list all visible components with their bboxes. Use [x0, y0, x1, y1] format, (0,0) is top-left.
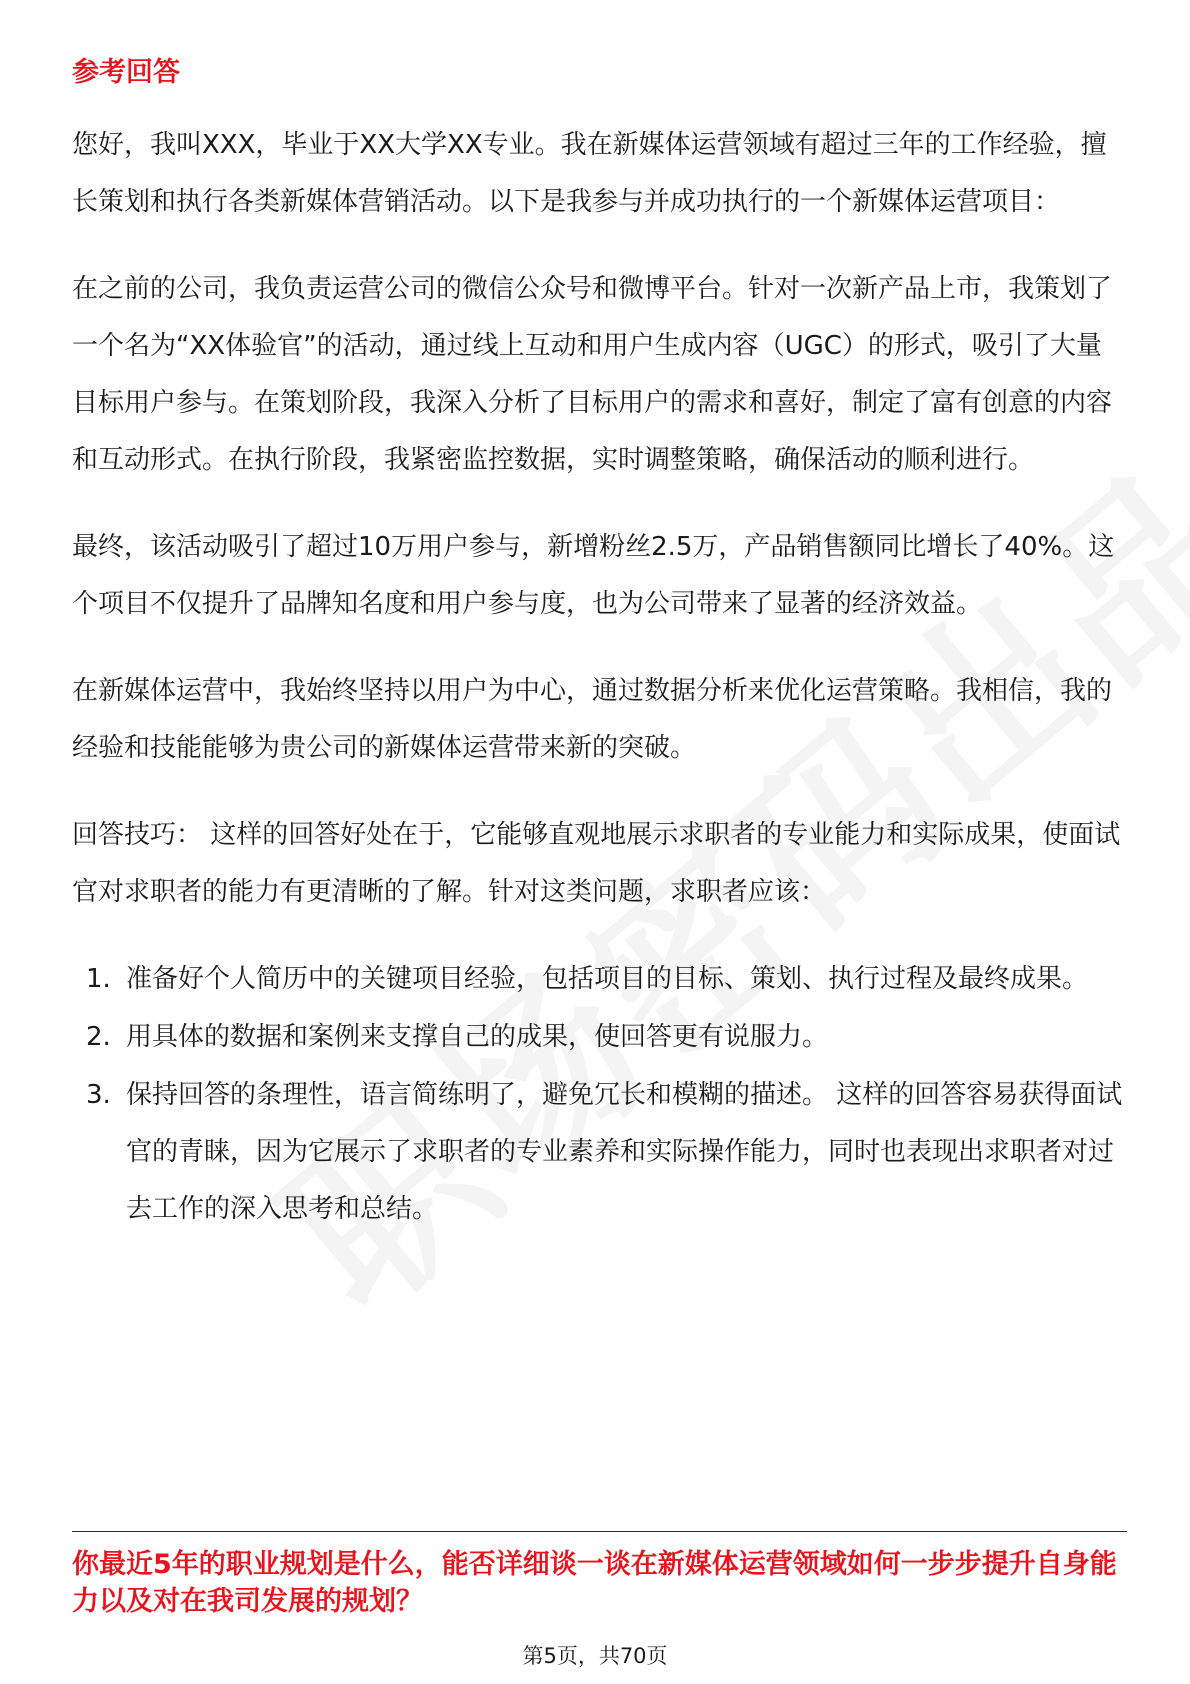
paragraph-project: 在之前的公司，我负责运营公司的微信公众号和微博平台。针对一次新产品上市，我策划了一个名为“XX体验官”的活动，通过线上互动和用户生成内容（UGC）的形式，吸引了大量目标用户参与。在策划阶段，我深入分析了目标用户的需求和喜好，制定了富有创意的内容和互动形式。在执行阶段，我紧密监控数据，实时调整策略，确保活动的顺利进行。	[72, 274, 1113, 475]
list-item	[72, 951, 1127, 1008]
paragraph-results: 最终，该活动吸引了超过10万用户参与，新增粉丝2.5万，产品销售额同比增长了40%。这个项目不仅提升了品牌知名度和用户参与度，也为公司带来了显著的经济效益。	[72, 532, 1115, 619]
paragraph-closing: 在新媒体运营中，我始终坚持以用户为中心，通过数据分析来优化运营策略。我相信，我的经验和技能能够为贵公司的新媒体运营带来新的突破。	[72, 676, 1113, 763]
list-item	[72, 1009, 1127, 1066]
section-heading: 参考回答	[72, 57, 180, 88]
list-item	[72, 1067, 1127, 1238]
section-divider	[72, 1531, 1127, 1532]
list-item-text: 保持回答的条理性，语言简练明了，避免冗长和模糊的描述。 这样的回答容易获得面试官的青睐，因为它展示了求职者的专业素养和实际操作能力，同时也表现出求职者对过去工作的深入思考和总结。	[126, 1080, 1123, 1224]
answer-body	[72, 117, 1127, 1239]
paragraph-tips-intro: 回答技巧： 这样的回答好处在于，它能够直观地展示求职者的专业能力和实际成果，使面试官对求职者的能力有更清晰的了解。针对这类问题，求职者应该：	[72, 820, 1121, 907]
list-item-text: 准备好个人简历中的关键项目经验，包括项目的目标、策划、执行过程及最终成果。	[126, 964, 1089, 994]
page-footer: 第5页，共70页	[522, 1644, 668, 1668]
list-number: 3.	[86, 1080, 111, 1110]
paragraph-intro: 您好，我叫XXX，毕业于XX大学XX专业。我在新媒体运营领域有超过三年的工作经验，擅长策划和执行各类新媒体营销活动。以下是我参与并成功执行的一个新媒体运营项目：	[72, 130, 1107, 217]
list-item-text: 用具体的数据和案例来支撑自己的成果，使回答更有说服力。	[126, 1022, 829, 1052]
list-number: 1.	[86, 964, 111, 994]
next-question: 你最近5年的职业规划是什么，能否详细谈一谈在新媒体运营领域如何一步步提升自身能力以及对在我司发展的规划？	[72, 1549, 1117, 1617]
list-number: 2.	[86, 1022, 111, 1052]
tips-list	[72, 951, 1127, 1238]
